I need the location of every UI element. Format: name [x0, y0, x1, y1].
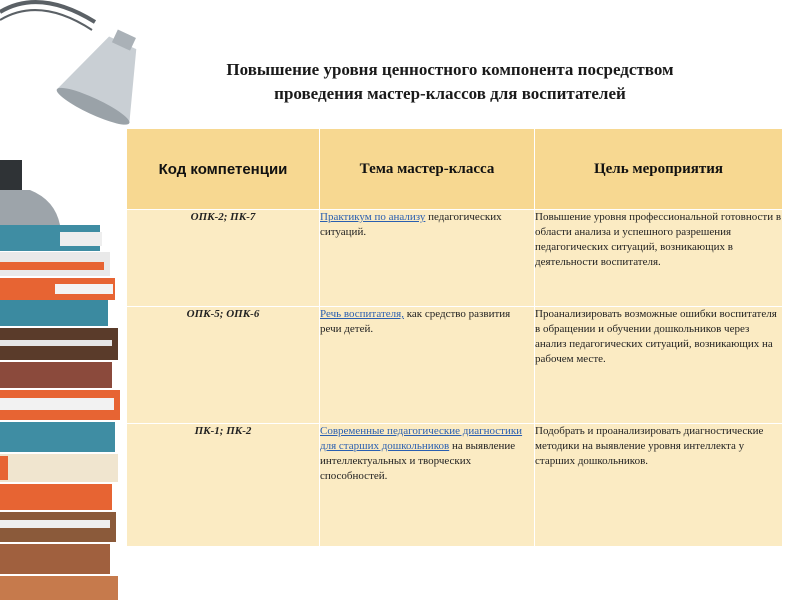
slide-title [150, 58, 750, 106]
topic-cell [320, 424, 535, 547]
column-header-topic: Тема мастер-класса [320, 129, 535, 210]
topic-link[interactable]: Современные педагогические диагностики для старших дошкольников [320, 425, 523, 452]
topic-link[interactable]: Практикум по анализу [320, 211, 426, 223]
goal-cell: Повышение уровня профессиональной готовности в области анализа и успешного разрешения педагогических ситуаций, возникающих в деятельности воспитателя. [535, 210, 783, 307]
topic-text: на выявление интеллектуальных и творческих способностей. [320, 440, 516, 482]
table-row [127, 210, 783, 307]
topic-cell [320, 210, 535, 307]
table-header-row [127, 129, 783, 210]
goal-cell: Подобрать и проанализировать диагностические методики на выявление уровня интеллекта у старших дошкольников. [535, 424, 783, 547]
topic-link[interactable]: Речь воспитателя, [320, 308, 404, 320]
competence-code-cell: ПК-1; ПК-2 [127, 424, 320, 547]
table-row [127, 424, 783, 547]
competence-code-cell: ОПК-2; ПК-7 [127, 210, 320, 307]
master-classes-table [126, 128, 783, 547]
competence-code-cell: ОПК-5; ОПК-6 [127, 307, 320, 424]
topic-text: как средство развития речи детей. [320, 308, 511, 335]
book-stack-icon [0, 225, 120, 600]
topic-cell [320, 307, 535, 424]
column-header-code: Код компетенции [127, 129, 320, 210]
slide-title-line1: Повышение уровня ценностного компонента посредством [226, 60, 674, 79]
goal-cell: Проанализировать возможные ошибки воспитателя в обращении и обучении дошкольников через анализ педагогических ситуаций, возникающих на рабочем месте. [535, 307, 783, 424]
topic-text: педагогических ситуаций. [320, 211, 502, 238]
column-header-goal: Цель мероприятия [535, 129, 783, 210]
table-row [127, 307, 783, 424]
slide-title-line2: проведения мастер-классов для воспитателей [274, 84, 626, 103]
